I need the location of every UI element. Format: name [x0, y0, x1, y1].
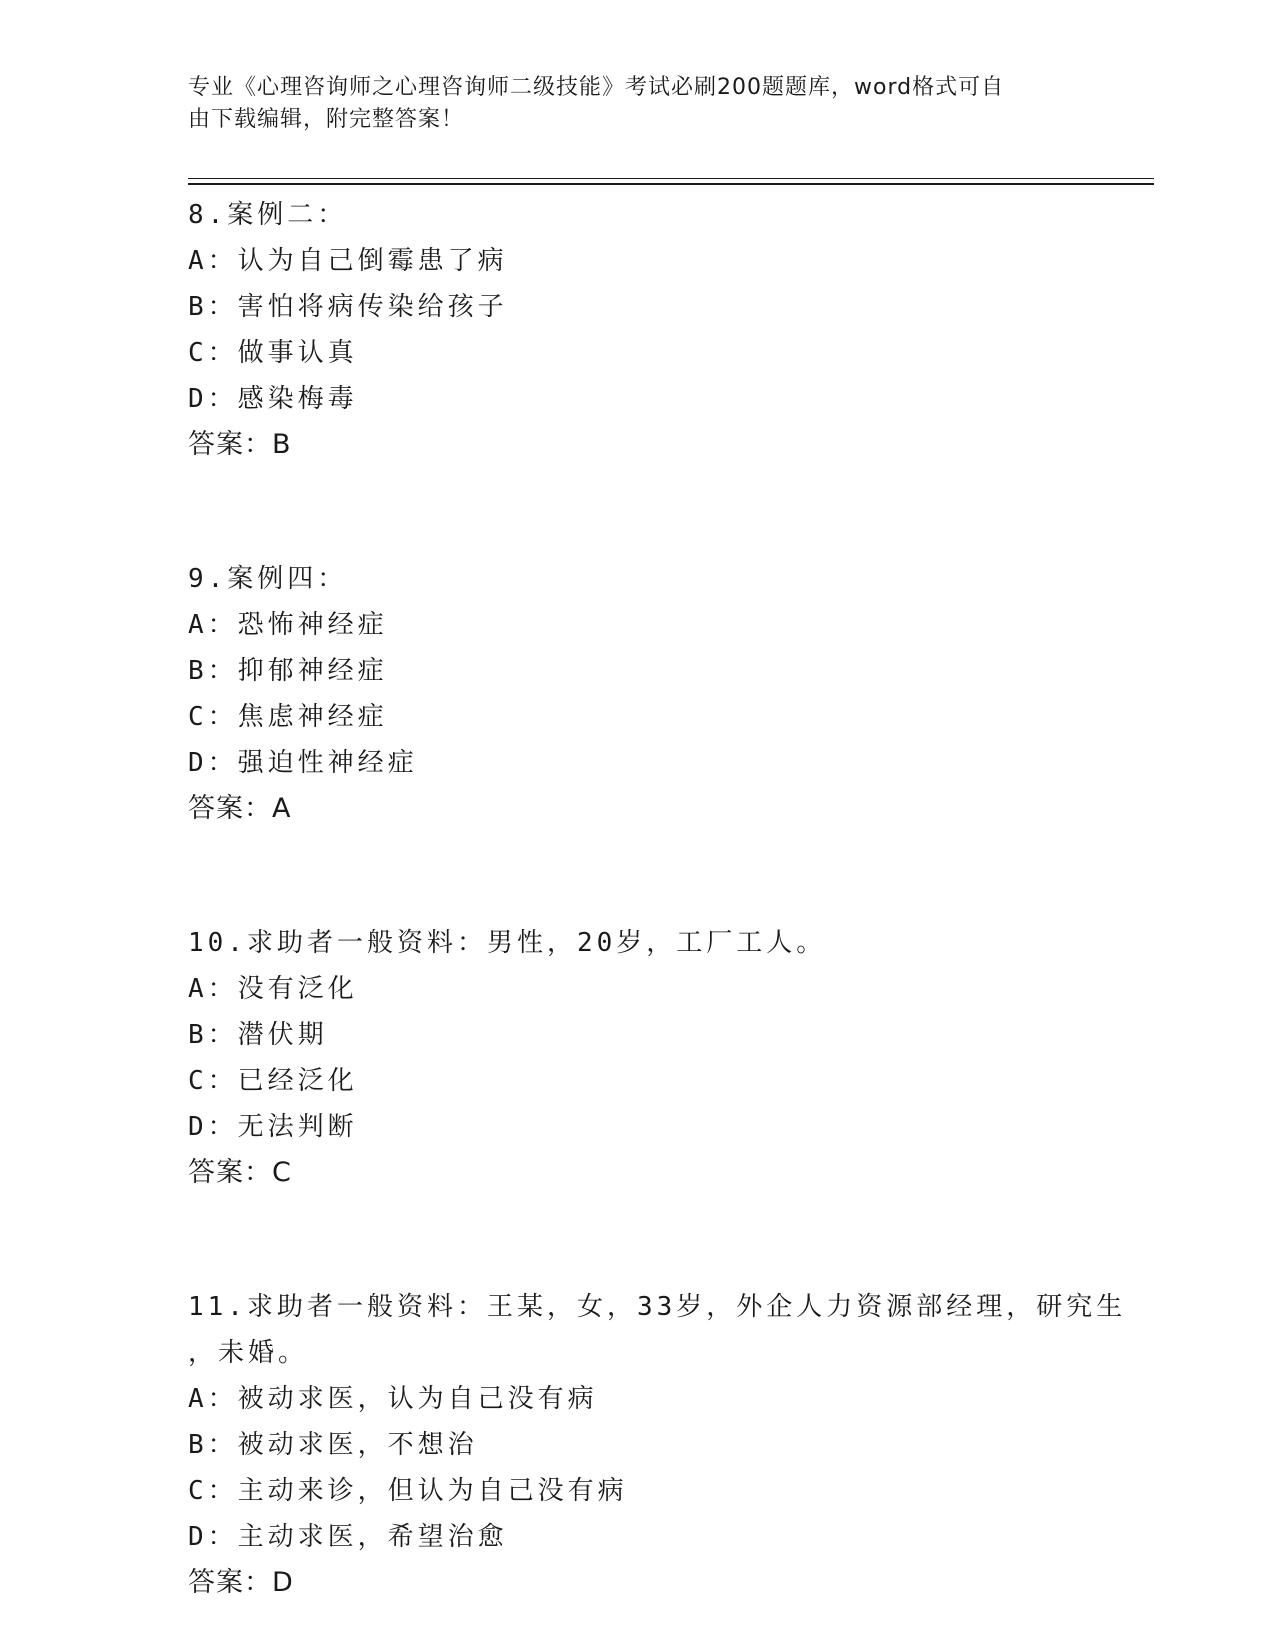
- option-d: D：无法判断: [188, 1112, 358, 1142]
- option-d: D：强迫性神经症: [188, 748, 418, 778]
- option-b: B：害怕将病传染给孩子: [188, 292, 508, 322]
- option-c: C：已经泛化: [188, 1066, 358, 1096]
- document-header: [188, 72, 1088, 136]
- question-8: [188, 192, 1148, 468]
- header-line-2: 由下载编辑，附完整答案！: [188, 107, 465, 132]
- question-title: 8.案例二：: [188, 200, 348, 230]
- question-spacer: [188, 468, 1148, 556]
- option-b: B：抑郁神经症: [188, 656, 388, 686]
- question-10: [188, 920, 1148, 1196]
- option-b: B：被动求医，不想治: [188, 1430, 478, 1460]
- answer-line: 答案：D: [188, 1567, 294, 1598]
- question-11: [188, 1284, 1148, 1606]
- answer-line: 答案：A: [188, 793, 292, 824]
- option-b: B：潜伏期: [188, 1020, 328, 1050]
- option-c: C：焦虑神经症: [188, 702, 388, 732]
- answer-line: 答案：C: [188, 1157, 292, 1188]
- option-a: A：恐怖神经症: [188, 610, 388, 640]
- question-title: 11.求助者一般资料：王某，女，33岁，外企人力资源部经理，研究生: [188, 1292, 1127, 1322]
- question-list: [188, 192, 1148, 1606]
- question-spacer: [188, 832, 1148, 920]
- option-c: C：主动来诊，但认为自己没有病: [188, 1476, 628, 1506]
- option-a: A：被动求医，认为自己没有病: [188, 1384, 598, 1414]
- header-divider-thin: [188, 178, 1154, 179]
- option-d: D：主动求医，希望治愈: [188, 1522, 508, 1552]
- header-divider-thick: [188, 183, 1154, 185]
- option-a: A：没有泛化: [188, 974, 358, 1004]
- option-c: C：做事认真: [188, 338, 358, 368]
- question-title-continued: ，未婚。: [188, 1338, 309, 1368]
- header-line-1: 专业《心理咨询师之心理咨询师二级技能》考试必刷200题题库，word格式可自: [188, 75, 1005, 100]
- question-title: 9.案例四：: [188, 564, 348, 594]
- option-a: A：认为自己倒霉患了病: [188, 246, 508, 276]
- option-d: D：感染梅毒: [188, 384, 358, 414]
- question-title: 10.求助者一般资料：男性，20岁，工厂工人。: [188, 928, 827, 958]
- question-9: [188, 556, 1148, 832]
- question-spacer: [188, 1196, 1148, 1284]
- answer-line: 答案：B: [188, 429, 292, 460]
